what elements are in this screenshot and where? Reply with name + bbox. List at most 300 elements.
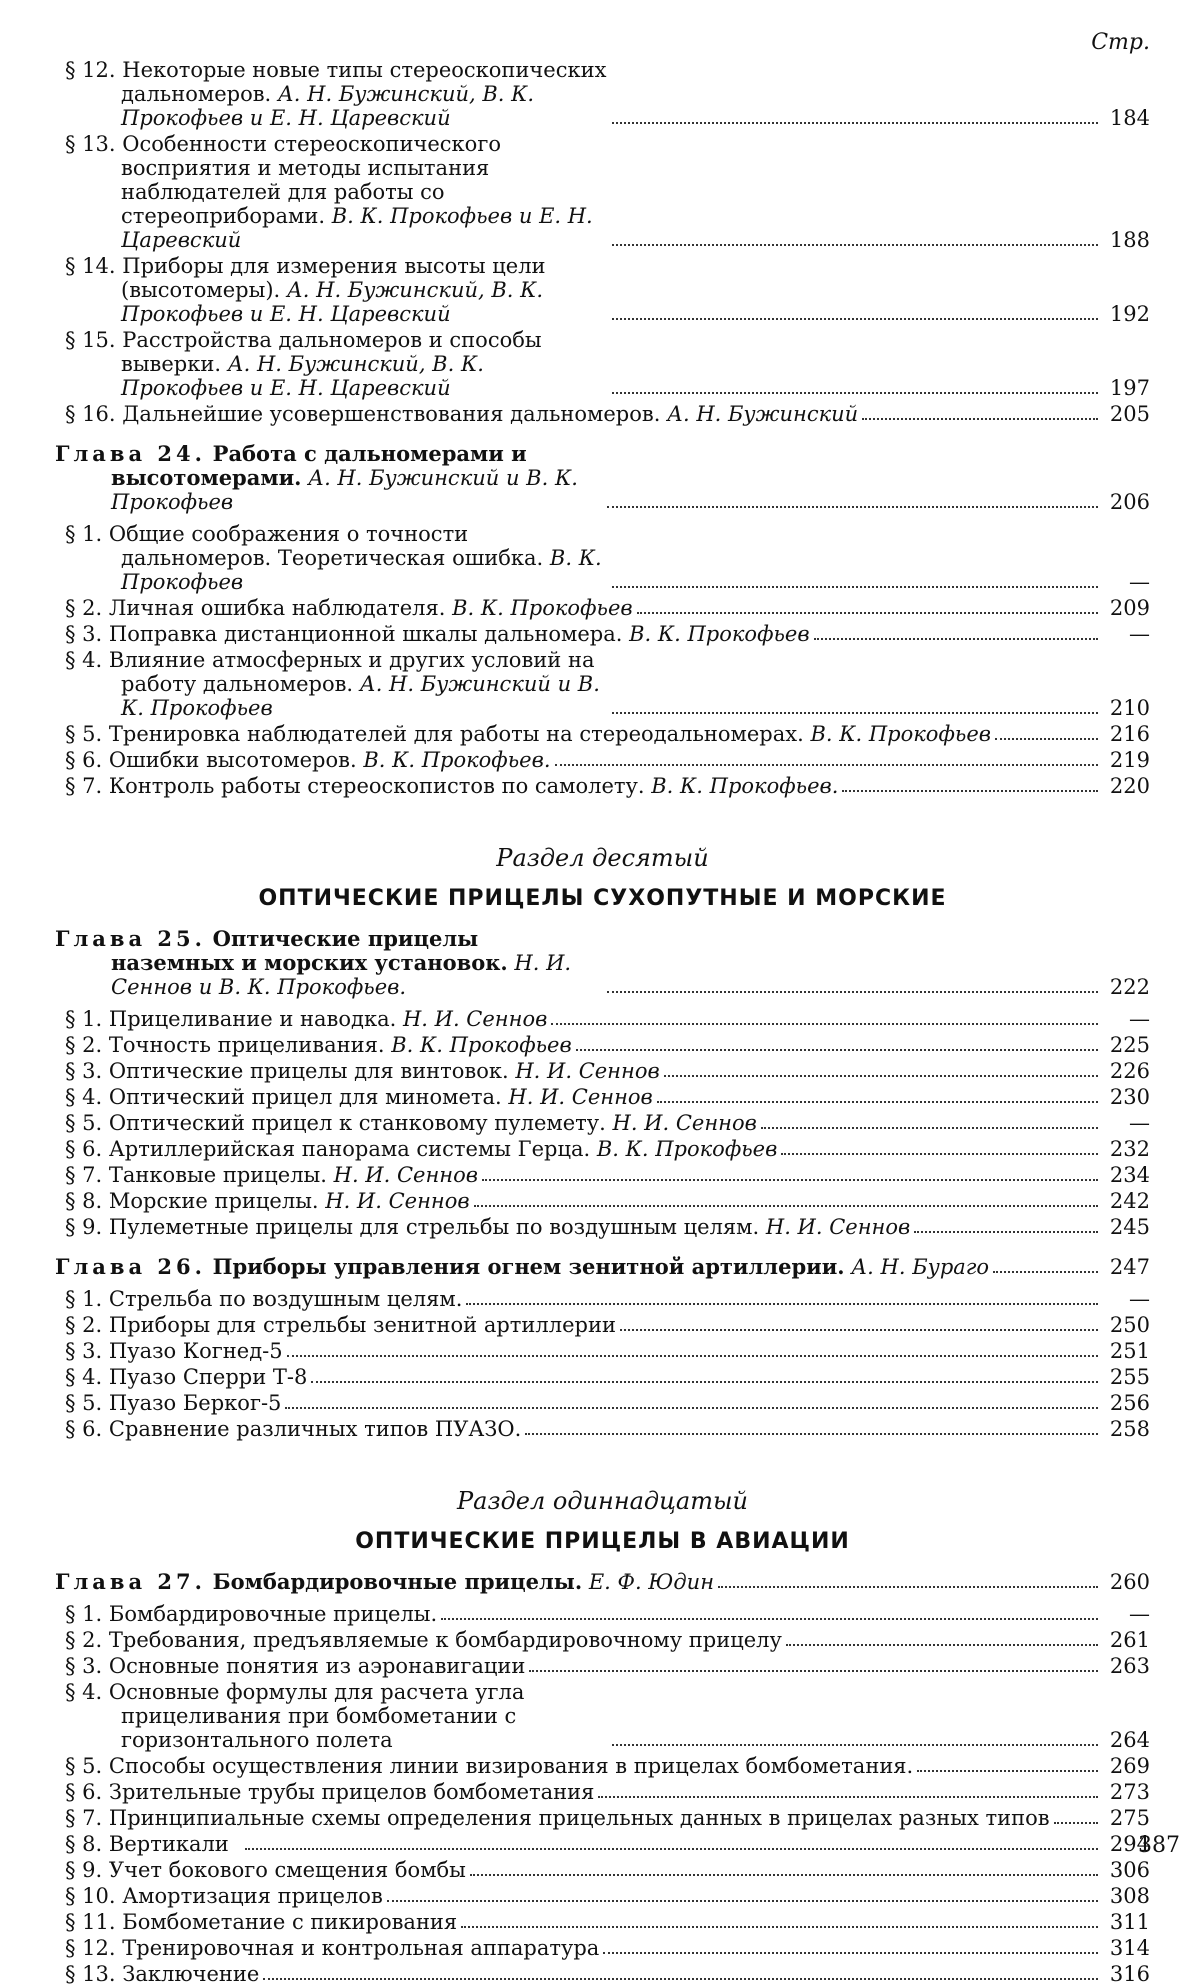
page-ref: 242 <box>1109 1189 1150 1213</box>
block-continued-chapter <box>55 58 1150 426</box>
toc-entry[interactable] <box>55 1287 1150 1311</box>
toc-entry-text <box>65 1780 594 1804</box>
toc-entry[interactable] <box>55 1339 1150 1363</box>
page-ref: 230 <box>1109 1085 1150 1109</box>
page-ref: 314 <box>1109 1936 1150 1960</box>
toc-entry[interactable] <box>55 328 1150 400</box>
leader-dots <box>914 1231 1098 1233</box>
toc-entry[interactable] <box>55 722 1150 746</box>
leader-dots <box>245 1848 1098 1850</box>
page-ref: 219 <box>1109 748 1150 772</box>
chapter-24 <box>55 442 1150 798</box>
toc-entry[interactable] <box>55 1417 1150 1441</box>
section-number: § 4. <box>65 1365 103 1389</box>
toc-entry-text <box>65 1754 913 1778</box>
section-number: § 5. <box>65 1754 103 1778</box>
toc-entry-text <box>65 1111 757 1135</box>
section-number: § 1. <box>65 522 103 546</box>
section-author: Н. И. Сеннов <box>612 1111 757 1135</box>
toc-entry-text <box>65 254 608 326</box>
section-title: Тренировочная и контрольная аппаратура <box>122 1936 600 1960</box>
section-title: Тренировка наблюдателей для работы на стереодальномерах. <box>108 722 804 746</box>
toc-entry[interactable] <box>55 132 1150 252</box>
section-number: § 16. <box>65 402 116 426</box>
toc-entry[interactable] <box>55 402 1150 426</box>
chapter-27 <box>55 1570 1150 1986</box>
chapter-page-ref: 222 <box>1109 975 1150 999</box>
toc-entry-text <box>65 1806 1050 1830</box>
toc-entry[interactable] <box>55 1007 1150 1031</box>
section-number: § 7. <box>65 1806 103 1830</box>
section-title: Основные понятия из аэронавигации <box>108 1654 526 1678</box>
chapter-page-ref: 260 <box>1109 1570 1150 1594</box>
page-ref: 269 <box>1109 1754 1150 1778</box>
section-title: Приборы для стрельбы зенитной артиллерии <box>108 1313 616 1337</box>
leader-dots <box>781 1153 1098 1155</box>
section-title: Пулеметные прицелы для стрельбы по воздушным целям. <box>108 1215 760 1239</box>
toc-entry[interactable] <box>55 1628 1150 1652</box>
leader-dots <box>612 1744 1099 1746</box>
section-number: § 3. <box>65 622 103 646</box>
section-title: Сравнение различных типов ПУАЗО. <box>108 1417 522 1441</box>
leader-dots <box>461 1926 1098 1928</box>
chapter-page-ref: 206 <box>1109 490 1150 514</box>
toc-entry-text <box>65 1365 307 1389</box>
section-number: § 12. <box>65 1936 116 1960</box>
chapter-heading-text <box>55 442 603 514</box>
toc-entry-text <box>65 1085 653 1109</box>
leader-dots <box>664 1075 1098 1077</box>
leader-dots <box>598 1796 1098 1798</box>
leader-dots <box>576 1049 1098 1051</box>
section-title: Стрельба по воздушным целям. <box>108 1287 463 1311</box>
section-title: Основные формулы для расчета угла прицеливания при бомбометании с горизонтального полета <box>108 1680 525 1752</box>
toc-entry[interactable] <box>55 774 1150 798</box>
leader-dots <box>387 1900 1098 1902</box>
toc-entry-text <box>65 1602 437 1626</box>
leader-dots <box>657 1101 1098 1103</box>
leader-dots <box>263 1978 1098 1980</box>
section-number: § 12. <box>65 58 116 82</box>
chapter-author: А. Н. Бураго <box>851 1255 990 1279</box>
chapter-label: Глава 24. <box>55 441 206 466</box>
page-ref: 264 <box>1109 1728 1150 1752</box>
page-ref: 245 <box>1109 1215 1150 1239</box>
section-title: Расстройства дальномеров и способы выверки. <box>121 328 542 376</box>
leader-dots <box>482 1179 1098 1181</box>
toc-entry-text <box>65 1137 777 1161</box>
chapter-author: А. Н. Бужинский и В. К. Прокофьев <box>111 466 578 514</box>
chapter-26 <box>55 1255 1150 1441</box>
page-ref: 188 <box>1109 228 1150 252</box>
page-ref: 256 <box>1109 1391 1150 1415</box>
toc-entry[interactable] <box>55 1163 1150 1187</box>
toc-entry-text <box>65 748 551 772</box>
chapter-label: Глава 26. <box>55 1254 206 1279</box>
leader-dots <box>1054 1822 1098 1824</box>
section-number: § 6. <box>65 1417 103 1441</box>
section-title: Требования, предъявляемые к бомбардировочному прицелу <box>108 1628 782 1652</box>
chapter-heading[interactable] <box>55 927 1150 999</box>
section-title: Принципиальные схемы определения прицельных данных в прицелах разных типов <box>108 1806 1050 1830</box>
leader-dots <box>718 1586 1098 1588</box>
page-ref: 311 <box>1109 1910 1150 1934</box>
section-author: В. К. Прокофьев <box>810 722 991 746</box>
toc-entry-text <box>65 328 608 400</box>
toc-entry[interactable] <box>55 1215 1150 1239</box>
page-ref: 306 <box>1109 1858 1150 1882</box>
page-column-label: Стр. <box>1091 30 1150 55</box>
toc-entry-text <box>65 1962 259 1986</box>
section-title: Амортизация прицелов <box>122 1884 383 1908</box>
section-title: Вертикали <box>108 1832 229 1856</box>
page-ref: 220 <box>1109 774 1150 798</box>
part-11-title: ОПТИЧЕСКИЕ ПРИЦЕЛЫ В АВИАЦИИ <box>355 1529 850 1554</box>
section-number: § 15. <box>65 328 116 352</box>
toc-entry[interactable] <box>55 58 1150 130</box>
section-author: Н. И. Сеннов <box>508 1085 653 1109</box>
section-author: В. К. Прокофьев <box>596 1137 778 1161</box>
page-number: 387 <box>1138 1833 1180 1858</box>
chapter-title: Работа с дальномерами и высотомерами. <box>111 441 527 490</box>
page-ref: 308 <box>1109 1884 1150 1908</box>
chapter-page-ref: 247 <box>1109 1255 1150 1279</box>
chapter-heading-text <box>55 927 603 999</box>
toc-entry-text <box>65 774 838 798</box>
leader-dots <box>814 638 1098 640</box>
toc-entry-text <box>65 596 633 620</box>
toc-entry[interactable] <box>55 1832 1150 1856</box>
section-author: А. Н. Бужинский, В. К. Прокофьев и Е. Н. Царевский <box>121 82 535 130</box>
section-title: Способы осуществления линии визирования в прицелах бомбометания. <box>108 1754 914 1778</box>
toc-entry-text <box>65 1339 283 1363</box>
section-author: Н. И. Сеннов <box>402 1007 548 1031</box>
section-title: Некоторые новые типы стереоскопических дальномеров. <box>121 58 607 106</box>
section-title: Оптический прицел к станковому пулемету. <box>108 1111 606 1135</box>
leader-dots <box>993 1271 1098 1273</box>
chapter-author: Н. И. Сеннов и В. К. Прокофьев. <box>111 951 572 999</box>
section-number: § 3. <box>65 1339 103 1363</box>
leader-dots <box>287 1355 1098 1357</box>
toc-entry[interactable] <box>55 596 1150 620</box>
page-ref: — <box>1129 622 1150 646</box>
section-author: В. К. Прокофьев <box>629 622 810 646</box>
toc-entry[interactable] <box>55 1189 1150 1213</box>
section-number: § 7. <box>65 774 103 798</box>
section-number: § 2. <box>65 1628 103 1652</box>
section-author: В. К. Прокофьев. <box>363 748 551 772</box>
chapter-heading[interactable] <box>55 442 1150 514</box>
toc-entry[interactable] <box>55 1780 1150 1804</box>
toc-entry-text <box>65 1936 599 1960</box>
section-title: Артиллерийская панорама системы Герца. <box>108 1137 591 1161</box>
section-author: Н. И. Сеннов <box>325 1189 470 1213</box>
toc-entry[interactable] <box>55 1884 1150 1908</box>
leader-dots <box>525 1433 1098 1435</box>
leader-dots <box>612 712 1099 714</box>
toc-entry-text <box>65 522 608 594</box>
section-title: Личная ошибка наблюдателя. <box>108 596 446 620</box>
section-number: § 10. <box>65 1884 116 1908</box>
section-author: Н. И. Сеннов <box>333 1163 478 1187</box>
leader-dots <box>786 1644 1098 1646</box>
section-author: А. Н. Бужинский <box>667 402 859 426</box>
page-ref: 225 <box>1109 1033 1150 1057</box>
leader-dots <box>285 1407 1098 1409</box>
toc-entry[interactable] <box>55 522 1150 594</box>
section-title: Учет бокового смещения бомбы <box>108 1858 466 1882</box>
toc-entry-text <box>65 1391 281 1415</box>
chapter-25 <box>55 927 1150 1239</box>
section-title: Морские прицелы. <box>108 1189 319 1213</box>
page-ref: 197 <box>1109 376 1150 400</box>
section-title: Поправка дистанционной шкалы дальномера. <box>108 622 623 646</box>
page-ref: — <box>1129 570 1150 594</box>
toc-entry[interactable] <box>55 1754 1150 1778</box>
page-ref: 263 <box>1109 1654 1150 1678</box>
page-ref: 250 <box>1109 1313 1150 1337</box>
section-title: Оптические прицелы для винтовок. <box>108 1059 509 1083</box>
section-number: § 1. <box>65 1602 103 1626</box>
toc-entry-text <box>65 1287 462 1311</box>
page-ref: — <box>1129 1111 1150 1135</box>
section-author: В. К. Прокофьев <box>121 546 602 594</box>
section-number: § 7. <box>65 1163 103 1187</box>
section-title: Дальнейшие усовершенствования дальномеров. <box>122 402 661 426</box>
leader-dots <box>441 1618 1098 1620</box>
leader-dots <box>607 991 1099 993</box>
section-title: Точность прицеливания. <box>108 1033 385 1057</box>
toc-entry-text <box>65 1858 466 1882</box>
toc-entry-text <box>65 1059 660 1083</box>
toc-entry-text <box>65 622 810 646</box>
chapter-author: Е. Ф. Юдин <box>588 1570 715 1594</box>
section-number: § 4. <box>65 1085 103 1109</box>
part-10-subtitle: Раздел десятый <box>496 844 709 872</box>
leader-dots <box>917 1770 1098 1772</box>
toc-entry-text <box>65 648 608 720</box>
section-number: § 9. <box>65 1215 103 1239</box>
section-author: А. Н. Бужинский, В. К. Прокофьев и Е. Н. Царевский <box>121 352 484 400</box>
toc-entry-text <box>65 1680 608 1752</box>
toc-entry-text <box>65 132 608 252</box>
toc-entry[interactable] <box>55 748 1150 772</box>
toc-entry[interactable] <box>55 1059 1150 1083</box>
leader-dots <box>761 1127 1098 1129</box>
page-ref: — <box>1129 1287 1150 1311</box>
section-number: § 8. <box>65 1832 103 1856</box>
toc-entry[interactable] <box>55 1806 1150 1830</box>
toc-entry[interactable] <box>55 1365 1150 1389</box>
toc-entry-text <box>65 1884 383 1908</box>
section-number: § 11. <box>65 1910 116 1934</box>
leader-dots <box>529 1670 1098 1672</box>
section-title: Зрительные трубы прицелов бомбометания <box>108 1780 595 1804</box>
toc-entry[interactable] <box>55 1137 1150 1161</box>
page-ref: 210 <box>1109 696 1150 720</box>
toc-entry[interactable] <box>55 622 1150 646</box>
page-ref: 226 <box>1109 1059 1150 1083</box>
toc-entry[interactable] <box>55 1910 1150 1934</box>
section-title: Бомбардировочные прицелы. <box>108 1602 438 1626</box>
leader-dots <box>995 738 1098 740</box>
leader-dots <box>612 244 1099 246</box>
section-title: Ошибки высотомеров. <box>108 748 357 772</box>
chapter-label: Глава 27. <box>55 1569 206 1594</box>
page-ref: 232 <box>1109 1137 1150 1161</box>
page-ref: 258 <box>1109 1417 1150 1441</box>
section-title: Прицеливание и наводка. <box>108 1007 397 1031</box>
leader-dots <box>466 1303 1098 1305</box>
section-title: Особенности стереоскопического восприятия и методы испытания наблюдателей для работы со стереоприборами. <box>121 132 501 228</box>
section-number: § 9. <box>65 1858 103 1882</box>
section-number: § 3. <box>65 1059 103 1083</box>
section-number: § 2. <box>65 596 103 620</box>
leader-dots <box>612 586 1099 588</box>
chapter-heading[interactable] <box>55 1255 1150 1279</box>
toc-entry[interactable] <box>55 1936 1150 1960</box>
toc-entry-text <box>65 402 858 426</box>
leader-dots <box>607 506 1099 508</box>
toc-entry[interactable] <box>55 1602 1150 1626</box>
section-title: Оптический прицел для миномета. <box>108 1085 502 1109</box>
section-number: § 6. <box>65 748 103 772</box>
page-ref: 261 <box>1109 1628 1150 1652</box>
section-title: Приборы для измерения высоты цели (высотомеры). <box>121 254 546 302</box>
section-title: Танковые прицелы. <box>108 1163 327 1187</box>
section-author: Н. И. Сеннов <box>765 1215 911 1239</box>
section-title: Общие соображения о точности дальномеров. Теоретическая ошибка. <box>108 522 544 570</box>
leader-dots <box>470 1874 1098 1876</box>
toc-entry[interactable] <box>55 1391 1150 1415</box>
part-11-subtitle: Раздел одиннадцатый <box>457 1487 748 1515</box>
section-number: § 1. <box>65 1007 103 1031</box>
section-number: § 4. <box>65 648 103 672</box>
leader-dots <box>551 1023 1098 1025</box>
page-ref: 209 <box>1109 596 1150 620</box>
section-number: § 6. <box>65 1780 103 1804</box>
section-number: § 2. <box>65 1313 103 1337</box>
section-author: В. К. Прокофьев. <box>651 774 839 798</box>
section-author: Н. И. Сеннов <box>515 1059 660 1083</box>
toc-entry-text <box>65 1189 470 1213</box>
chapter-heading-text <box>55 1570 714 1594</box>
leader-dots <box>612 318 1099 320</box>
toc-entry[interactable] <box>55 648 1150 720</box>
toc-entry[interactable] <box>55 1085 1150 1109</box>
toc-entry-text <box>65 1910 457 1934</box>
page-ref: 234 <box>1109 1163 1150 1187</box>
part-10-title: ОПТИЧЕСКИЕ ПРИЦЕЛЫ СУХОПУТНЫЕ И МОРСКИЕ <box>258 886 947 911</box>
page-ref: — <box>1129 1602 1150 1626</box>
toc-entry-text <box>65 1417 521 1441</box>
section-number: § 5. <box>65 1111 103 1135</box>
page-ref: 216 <box>1109 722 1150 746</box>
toc-entry[interactable] <box>55 254 1150 326</box>
toc-entry-text <box>65 722 991 746</box>
leader-dots <box>612 122 1099 124</box>
leader-dots <box>311 1381 1098 1383</box>
toc-entry[interactable] <box>55 1962 1150 1986</box>
leader-dots <box>637 612 1098 614</box>
section-author: А. Н. Бужинский, В. К. Прокофьев и Е. Н. Царевский <box>121 278 544 326</box>
leader-dots <box>862 418 1098 420</box>
section-number: § 13. <box>65 132 116 156</box>
section-title: Влияние атмосферных и других условий на работу дальномеров. <box>108 648 595 696</box>
toc-entry[interactable] <box>55 1858 1150 1882</box>
section-title: Заключение <box>122 1962 260 1986</box>
toc-entry[interactable] <box>55 1033 1150 1057</box>
leader-dots <box>842 790 1098 792</box>
chapter-heading-text <box>55 1255 989 1279</box>
page-ref: 251 <box>1109 1339 1150 1363</box>
section-number: § 4. <box>65 1680 103 1704</box>
chapter-label: Глава 25. <box>55 926 206 951</box>
page-ref: 316 <box>1109 1962 1150 1986</box>
leader-dots <box>603 1952 1098 1954</box>
section-author: В. К. Прокофьев и Е. Н. Царевский <box>121 204 593 252</box>
chapter-title: Оптические прицелы наземных и морских установок. <box>111 926 508 975</box>
toc-entry[interactable] <box>55 1680 1150 1752</box>
section-number: § 3. <box>65 1654 103 1678</box>
chapter-title: Бомбардировочные прицелы. <box>212 1569 583 1594</box>
section-title: Контроль работы стереоскопистов по самолету. <box>108 774 645 798</box>
toc-entry-text <box>65 1313 616 1337</box>
section-number: § 5. <box>65 1391 103 1415</box>
page-ref: — <box>1129 1007 1150 1031</box>
toc-entry-text <box>65 1163 478 1187</box>
section-number: § 1. <box>65 1287 103 1311</box>
leader-dots <box>474 1205 1098 1207</box>
section-number: § 13. <box>65 1962 116 1986</box>
section-number: § 14. <box>65 254 116 278</box>
page-ref: 205 <box>1109 402 1150 426</box>
chapter-heading[interactable] <box>55 1570 1150 1594</box>
section-title: Пуазо Сперри Т-8 <box>108 1365 308 1389</box>
leader-dots <box>612 392 1099 394</box>
chapter-title: Приборы управления огнем зенитной артиллерии. <box>212 1254 845 1279</box>
section-title: Бомбометание с пикирования <box>122 1910 458 1934</box>
page-ref: 192 <box>1109 302 1150 326</box>
toc-entry[interactable] <box>55 1313 1150 1337</box>
toc-entry-text <box>65 1033 572 1057</box>
toc-entry[interactable] <box>55 1111 1150 1135</box>
toc-entry-text <box>65 1628 782 1652</box>
section-author: В. К. Прокофьев <box>391 1033 572 1057</box>
page-ref: 255 <box>1109 1365 1150 1389</box>
leader-dots <box>620 1329 1098 1331</box>
section-number: § 5. <box>65 722 103 746</box>
toc-entry[interactable] <box>55 1654 1150 1678</box>
section-author: А. Н. Бужинский и В. К. Прокофьев <box>121 672 600 720</box>
section-title: Пуазо Когнед-5 <box>108 1339 283 1363</box>
section-number: § 8. <box>65 1189 103 1213</box>
leader-dots <box>555 764 1099 766</box>
page-ref: 275 <box>1109 1806 1150 1830</box>
toc-entry-text <box>65 58 608 130</box>
section-title: Пуазо Берког-5 <box>108 1391 282 1415</box>
page-ref: 273 <box>1109 1780 1150 1804</box>
section-number: § 6. <box>65 1137 103 1161</box>
page-ref: 294 <box>1109 1832 1150 1856</box>
section-author: В. К. Прокофьев <box>452 596 633 620</box>
toc-entry-text <box>65 1215 910 1239</box>
toc-page <box>55 28 1150 1986</box>
section-number: § 2. <box>65 1033 103 1057</box>
page-ref: 184 <box>1109 106 1150 130</box>
toc-entry-text <box>65 1832 241 1856</box>
toc-entry-text <box>65 1654 525 1678</box>
